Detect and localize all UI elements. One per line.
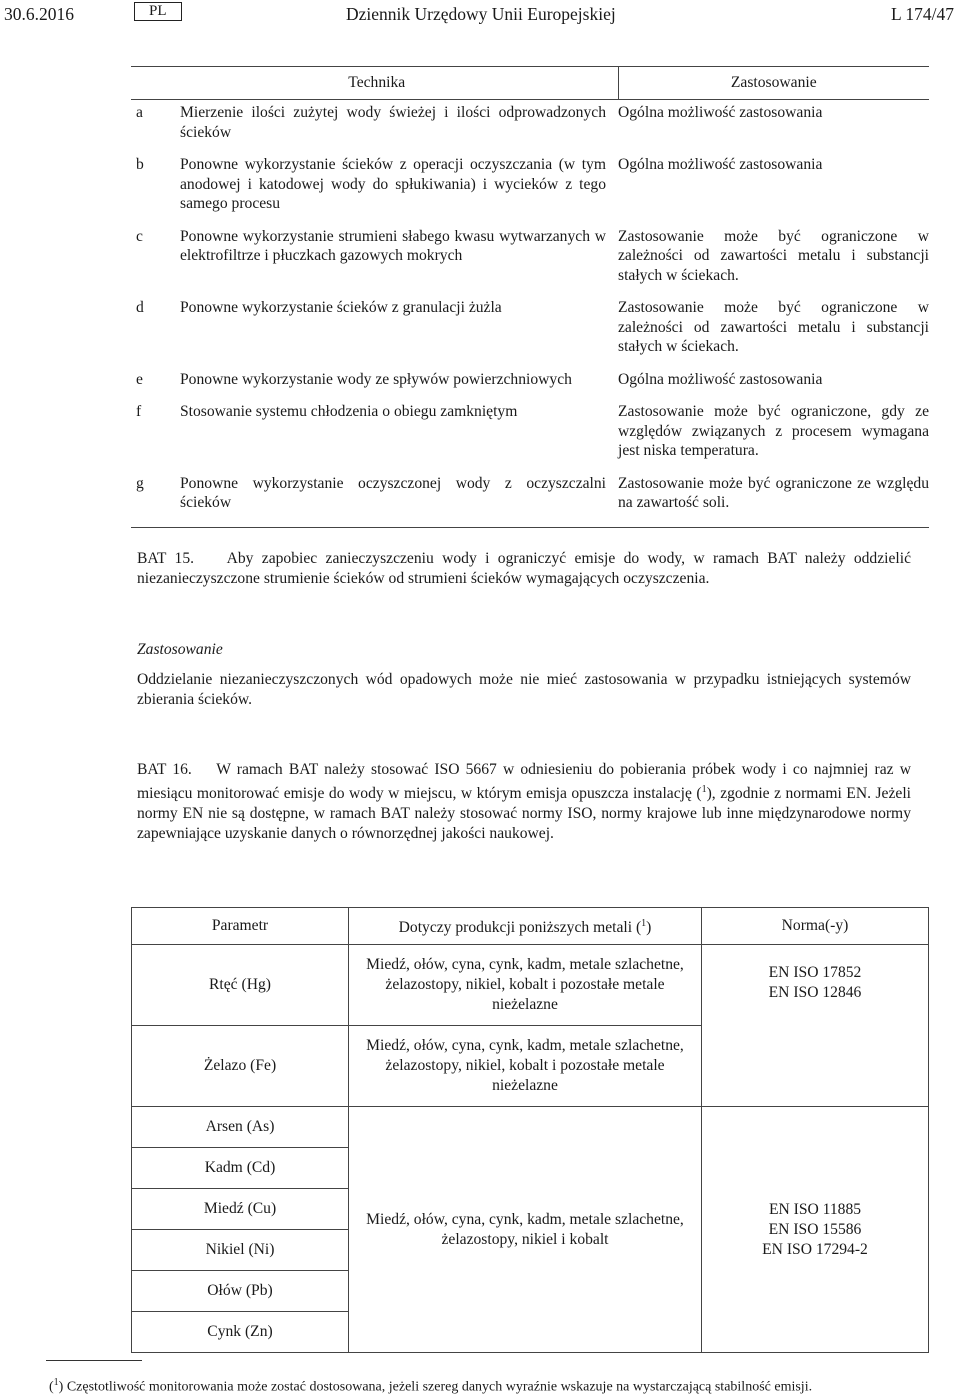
row-technique: Mierzenie ilości zużytej wody świeżej i ilości odprowadzonych ścieków: [180, 104, 606, 141]
applies-group: Miedź, ołów, cyna, cynk, kadm, metale szlachetne, żelazostopy, nikiel i kobalt: [349, 1107, 702, 1353]
row-letter: a: [136, 104, 143, 121]
header-applicability: Zastosowanie: [618, 67, 929, 100]
param-iron: Żelazo (Fe): [132, 1026, 349, 1107]
table-row: [131, 100, 929, 156]
standard-item: EN ISO 17852: [768, 964, 862, 981]
table-row: [132, 1107, 929, 1148]
bat16-text-after: ), zgodnie z normami EN. Jeżeli normy EN nie są dostępne, w ramach BAT należy stosować normy ISO, normy krajowe lub inne międzynarodowe normy zapewniające uzyskanie danych o równorzędnej jakości naukowej.: [137, 785, 911, 843]
param-zinc: Cynk (Zn): [132, 1312, 349, 1353]
row-applicability: Zastosowanie może być ograniczone w zależności od zawartości metalu i substancji stałych w ściekach.: [618, 227, 929, 284]
header-technique: Technika: [131, 67, 618, 100]
bat15-label: BAT 15.: [137, 550, 195, 567]
applicability-text: Oddzielanie niezanieczyszczonych wód opadowych może nie mieć zastosowania w przypadku istniejących systemów zbierania ścieków.: [137, 671, 911, 708]
bat15-text: Aby zapobiec zanieczyszczeniu wody i ograniczyć emisje do wody, w ramach BAT należy oddzielić niezanieczyszczone strumienie ścieków od strumieni ścieków wymagających oczyszczenia.: [137, 550, 911, 587]
row-letter: c: [136, 227, 143, 245]
row-letter: b: [136, 156, 144, 173]
param-lead: Ołów (Pb): [132, 1271, 349, 1312]
row-applicability: Ogólna możliwość zastosowania: [618, 104, 823, 121]
row-technique: Ponowne wykorzystanie oczyszczonej wody z oczyszczalni ścieków: [180, 474, 618, 528]
footnote-ref[interactable]: 1: [701, 784, 707, 795]
table-row: [132, 945, 929, 1026]
header-journal-title: Dziennik Urzędowy Unii Europejskiej: [346, 4, 616, 24]
row-applicability: Zastosowanie może być ograniczone w zależności od zawartości metalu i substancji stałych w ściekach.: [618, 299, 929, 355]
row-letter: d: [136, 299, 144, 316]
page-header: [0, 0, 960, 30]
standard-item: EN ISO 12846: [768, 984, 862, 1001]
header-applies-text: Dotyczy produkcji poniższych metali (: [398, 919, 642, 937]
standard-item: EN ISO 11885: [768, 1200, 862, 1218]
footnote: ($^1$) Częstotliwość monitorowania może zostać dostosowana, jeżeli szereg danych wyraźnie wskazuje na wystarczającą stabilność emisji.: [49, 1377, 813, 1395]
footnote-text: Częstotliwość monitorowania może zostać dostosowana, jeżeli szereg danych wyraźnie wskazuje na wystarczającą stabilność emisji.: [66, 1379, 813, 1395]
header-parameter: Parametr: [132, 908, 349, 945]
bat16-paragraph: [137, 760, 911, 844]
bat15-paragraph: [137, 549, 911, 589]
row-technique: Stosowanie systemu chłodzenia o obiegu zamkniętym: [180, 403, 518, 420]
parameters-table-header: [132, 908, 929, 945]
applies-full: Miedź, ołów, cyna, cynk, kadm, metale szlachetne, żelazostopy, nikiel, kobalt i pozostałe metale nieżelazne: [349, 945, 702, 1026]
standard-item: EN ISO 15586: [768, 1220, 862, 1238]
row-technique: Ponowne wykorzystanie wody ze spływów powierzchniowych: [180, 370, 572, 388]
row-letter: g: [131, 474, 180, 528]
standards-group-1: [702, 945, 929, 1107]
footnote-ref[interactable]: 1: [641, 917, 647, 929]
applicability-heading: Zastosowanie: [137, 641, 223, 658]
header-standards: Norma(-y): [702, 908, 929, 945]
header-language-box: PL: [134, 2, 182, 21]
row-letter: f: [136, 403, 142, 420]
row-applicability: Ogólna możliwość zastosowania: [618, 370, 823, 388]
table-row: [131, 227, 929, 299]
table-row: [131, 155, 929, 227]
row-applicability: Zastosowanie może być ograniczone ze względu na zawartość soli.: [618, 474, 929, 528]
param-cadmium: Kadm (Cd): [132, 1148, 349, 1189]
param-copper: Miedź (Cu): [132, 1189, 349, 1230]
table-row: [131, 298, 929, 370]
header-date: 30.6.2016: [4, 4, 74, 24]
row-technique: Ponowne wykorzystanie ścieków z operacji oczyszczania (w tym anodowej i katodowej wody do spłukiwania) i wycieków z tego samego procesu: [180, 156, 606, 212]
header-page-number: L 174/47: [890, 4, 954, 24]
applies-full: Miedź, ołów, cyna, cynk, kadm, metale szlachetne, żelazostopy, nikiel, kobalt i pozostałe metale nieżelazne: [349, 1026, 702, 1107]
standards-group-2: [702, 1107, 929, 1353]
row-technique: Ponowne wykorzystanie strumieni słabego kwasu wytwarzanych w elektrofiltrze i płuczkach gazowych mokrych: [180, 227, 606, 264]
param-nickel: Nikiel (Ni): [132, 1230, 349, 1271]
param-arsenic: Arsen (As): [132, 1107, 349, 1148]
param-mercury: Rtęć (Hg): [132, 945, 349, 1026]
bat16-text-before: W ramach BAT należy stosować ISO 5667 w odniesieniu do pobierania próbek wody i co najmniej raz w miesiącu monitorować emisje do wody w miejscu, w którym emisja opuszcza instalację (: [137, 761, 911, 803]
footnote-separator: [46, 1360, 142, 1361]
table-row: [131, 474, 929, 528]
techniques-table-header: [131, 67, 929, 100]
header-applies: [349, 908, 702, 945]
table-row: [131, 370, 929, 403]
standard-item: EN ISO 17294-2: [762, 1240, 868, 1258]
header-applies-close: ): [646, 919, 652, 937]
table-row: [131, 402, 929, 474]
row-technique: Ponowne wykorzystanie ścieków z granulacji żużla: [180, 299, 502, 316]
footnote-number: 1: [53, 1377, 59, 1388]
row-applicability: Zastosowanie może być ograniczone, gdy ze względów związanych z procesem wymagana jest niska temperatura.: [618, 403, 929, 459]
techniques-table: [131, 66, 929, 528]
row-letter: e: [136, 370, 143, 388]
bat16-label: BAT 16.: [137, 761, 192, 778]
row-applicability: Ogólna możliwość zastosowania: [618, 156, 823, 173]
parameters-table: [131, 907, 929, 1353]
